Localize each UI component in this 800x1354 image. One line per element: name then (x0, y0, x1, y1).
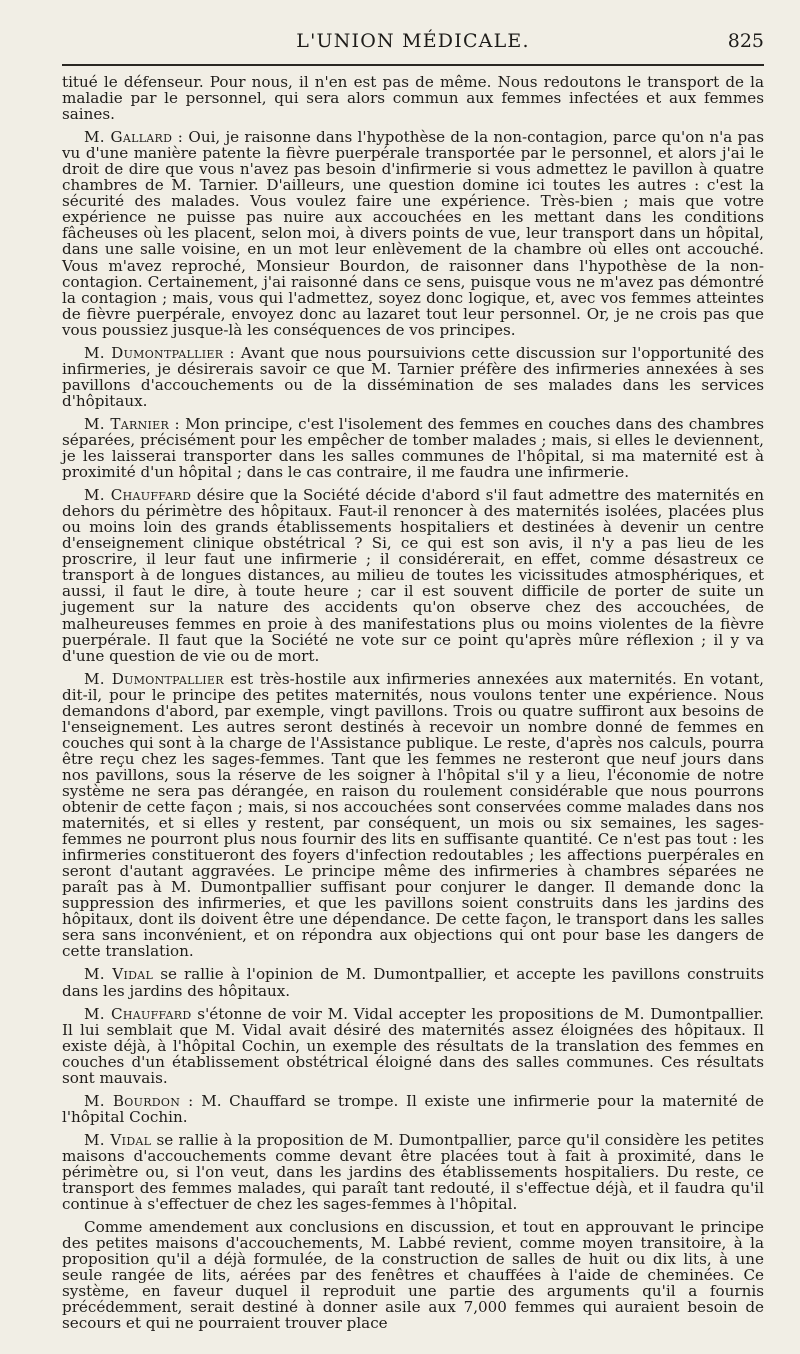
paragraph-text: se rallie à l'opinion de M. Dumontpallier, et accepte les pavillons construits dans les jardins des hôpitaux. (62, 965, 764, 1000)
paragraph-text: Oui, je raisonne dans l'hypothèse de la non-contagion, parce qu'on n'a pas vu d'une manière patente la fièvre puerpérale transportée par le personnel, et alors j'ai le droit de dire que vous n'avez pas besoin d'infirmerie si vous admettez le pavillon à quatre chambres de M. Tarnier. D'ailleurs, une question domine ici toutes les autres : c'est la sécurité des malades. Vous voulez faire une expérience. Très-bien ; mais que votre expérience ne puisse pas nuire aux accouchées en les mettant dans les conditions fâcheuses où les placent, selon moi, à divers points de vue, leur transport dans un hôpital, dans une salle voisine, en un mot leur enlèvement de la chambre où elles ont accouché. Vous m'avez reproché, Monsieur Bourdon, de raisonner dans l'hypothèse de la non-contagion. Certainement, j'ai raisonné dans ce sens, puisque vous ne m'avez pas démontré la contagion ; mais, vous qui l'admettez, soyez donc logique, et, avec vos femmes atteintes de fièvre puerpérale, envoyez donc au lazaret tout leur personnel. Or, je ne crois pas que vous poussiez jusque-là les conséquences de vos principes. (62, 128, 764, 339)
paragraph (62, 1006, 764, 1086)
running-header (62, 30, 764, 60)
speaker-name: M. Dumontpallier (84, 669, 224, 688)
speaker-name: M. Chauffard (84, 1004, 192, 1023)
paragraph (62, 1093, 764, 1125)
paragraph (62, 1132, 764, 1212)
paragraph (62, 129, 764, 338)
paragraph (62, 416, 764, 480)
paragraph (62, 671, 764, 960)
speaker-name: M. Bourdon : (84, 1091, 194, 1110)
speaker-name: M. Tarnier : (84, 414, 180, 433)
journal-title: L'UNION MÉDICALE. (296, 30, 530, 52)
paragraph (62, 1219, 764, 1331)
header-rule (62, 64, 764, 66)
paragraph-text: désire que la Société décide d'abord s'il faut admettre des maternités en dehors du périmètre des hôpitaux. Faut-il renoncer à des maternités isolées, placées plus ou moins loin des grands établissements hospitaliers et destinées à devenir un centre d'enseignement clinique obstétrical ? Si, ce qui est son avis, il n'y a pas lieu de les proscrire, il leur faut une infirmerie ; il considérerait, en effet, comme désastreux ce transport à de longues distances, au milieu de toutes les vicissitudes atmosphériques, et aussi, il faut le dire, à toute heure ; car il est souvent difficile de porter de suite un jugement sur la nature des accidents qu'on observe chez des accouchées, de malheureuses femmes en proie à des manifestations plus ou moins violentes de la fièvre puerpérale. Il faut que la Société ne vote sur ce point qu'après mûre réflexion ; il y va d'une question de vie ou de mort. (62, 486, 764, 665)
speaker-name: M. Vidal (84, 1130, 152, 1149)
body-text (62, 74, 764, 1338)
speaker-name: M. Dumontpallier : (84, 343, 235, 362)
paragraph-text: titué le défenseur. Pour nous, il n'en est pas de même. Nous redoutons le transport de la maladie par le personnel, qui sera alors commun aux femmes infectées et aux femmes saines. (62, 73, 764, 124)
paragraph-text: s'étonne de voir M. Vidal accepter les propositions de M. Dumontpallier. Il lui semblait que M. Vidal avait désiré des maternités assez éloignées des hôpitaux. Il existe déjà, à l'hôpital Cochin, un exemple des résultats de la translation des femmes en couches d'un établissement obstétrical éloigné dans des salles communes. Ces résultats sont mauvais. (62, 1004, 764, 1087)
speaker-name: M. Gallard : (84, 128, 184, 147)
paragraph-text: M. Chauffard se trompe. Il existe une infirmerie pour la maternité de l'hôpital Cochin. (62, 1091, 764, 1126)
paragraph-text: Avant que nous poursuivions cette discussion sur l'opportunité des infirmeries, je désirerais savoir ce que M. Tarnier préfère des infirmeries annexées à ses pavillons d'accouchements ou de la dissémination de ses malades dans les services d'hôpitaux. (62, 343, 764, 410)
paragraph (62, 74, 764, 122)
speaker-name: M. Chauffard (84, 486, 192, 505)
paragraph-text: Comme amendement aux conclusions en discussion, et tout en approuvant le principe des petites maisons d'accouchements, M. Labbé revient, comme moyen transitoire, à la proposition qu'il a déjà formulée, de la construction de salles de huit ou dix lits, à une seule rangée de lits, aérées par des fenêtres et chauffées à l'aide de cheminées. Ce système, en faveur duquel il reproduit une partie des arguments qu'il a fournis précédemment, serait destiné à donner asile aux 7,000 femmes qui auraient besoin de secours et qui ne pourraient trouver place (62, 1218, 764, 1333)
paragraph-text: Mon principe, c'est l'isolement des femmes en couches dans des chambres séparées, précisément pour les empêcher de tomber malades ; mais, si elles le deviennent, je les laisserai transporter dans les salles communes de l'hôpital, si ma maternité est à proximité d'un hôpital ; dans le cas contraire, il me faudra une infirmerie. (62, 414, 764, 482)
speaker-name: M. Vidal (84, 965, 154, 984)
paragraph-text: se rallie à la proposition de M. Dumontpallier, parce qu'il considère les petites maisons d'accouchements comme devant être placées tout à fait à proximité, dans le périmètre ou, si l'on veut, dans les jardins des établissements hospitaliers. Du reste, ce transport des femmes malades, qui paraît tant redouté, il s'effectue déjà, et il faudra qu'il continue à s'effectuer de chez les sages-femmes à l'hôpital. (62, 1130, 764, 1214)
paragraph (62, 487, 764, 664)
paragraph-text: est très-hostile aux infirmeries annexées aux maternités. En votant, dit-il, pour le principe des petites maternités, nous voulons tenter une expérience. Nous demandons d'abord, par exemple, vingt pavillons. Trois ou quatre suffiront aux besoins de l'enseignement. Les autres seront destinés à recevoir un nombre donné de femmes en couches qui sont à la charge de l'Assistance publique. Le reste, d'après nos calculs, pourra être reçu chez les sages-femmes. Tant que les femmes ne resteront que neuf jours dans nos pavillons, sous la réserve de les soigner à l'hôpital s'il y a lieu, l'économie de notre système ne sera pas dérangée, en raison du roulement considérable que nous pourrons obtenir de cette façon ; mais, si nos accouchées sont conservées comme malades dans nos maternités, et si elles y restent, par conséquent, un mois ou six semaines, les sages-femmes ne pourront plus nous fournir des lits en suffisante quantité. Ce n'est pas tout : les infirmeries constitueront des foyers d'infection redoutables ; les affections puerpérales en seront d'autant aggravées. Le principe même des infirmeries à chambres séparées ne paraît pas à M. Dumontpallier suffisant pour conjurer le danger. Il demande donc la suppression des infirmeries, et que les pavillons soient construits dans les jardins des hôpitaux, dont ils doivent être une dépendance. De cette façon, le transport dans les salles sera sans inconvénient, et on répondra aux objections qui ont pour base les dangers de cette translation. (62, 669, 764, 961)
paragraph (62, 345, 764, 409)
page-number: 825 (727, 30, 764, 52)
paragraph (62, 966, 764, 998)
